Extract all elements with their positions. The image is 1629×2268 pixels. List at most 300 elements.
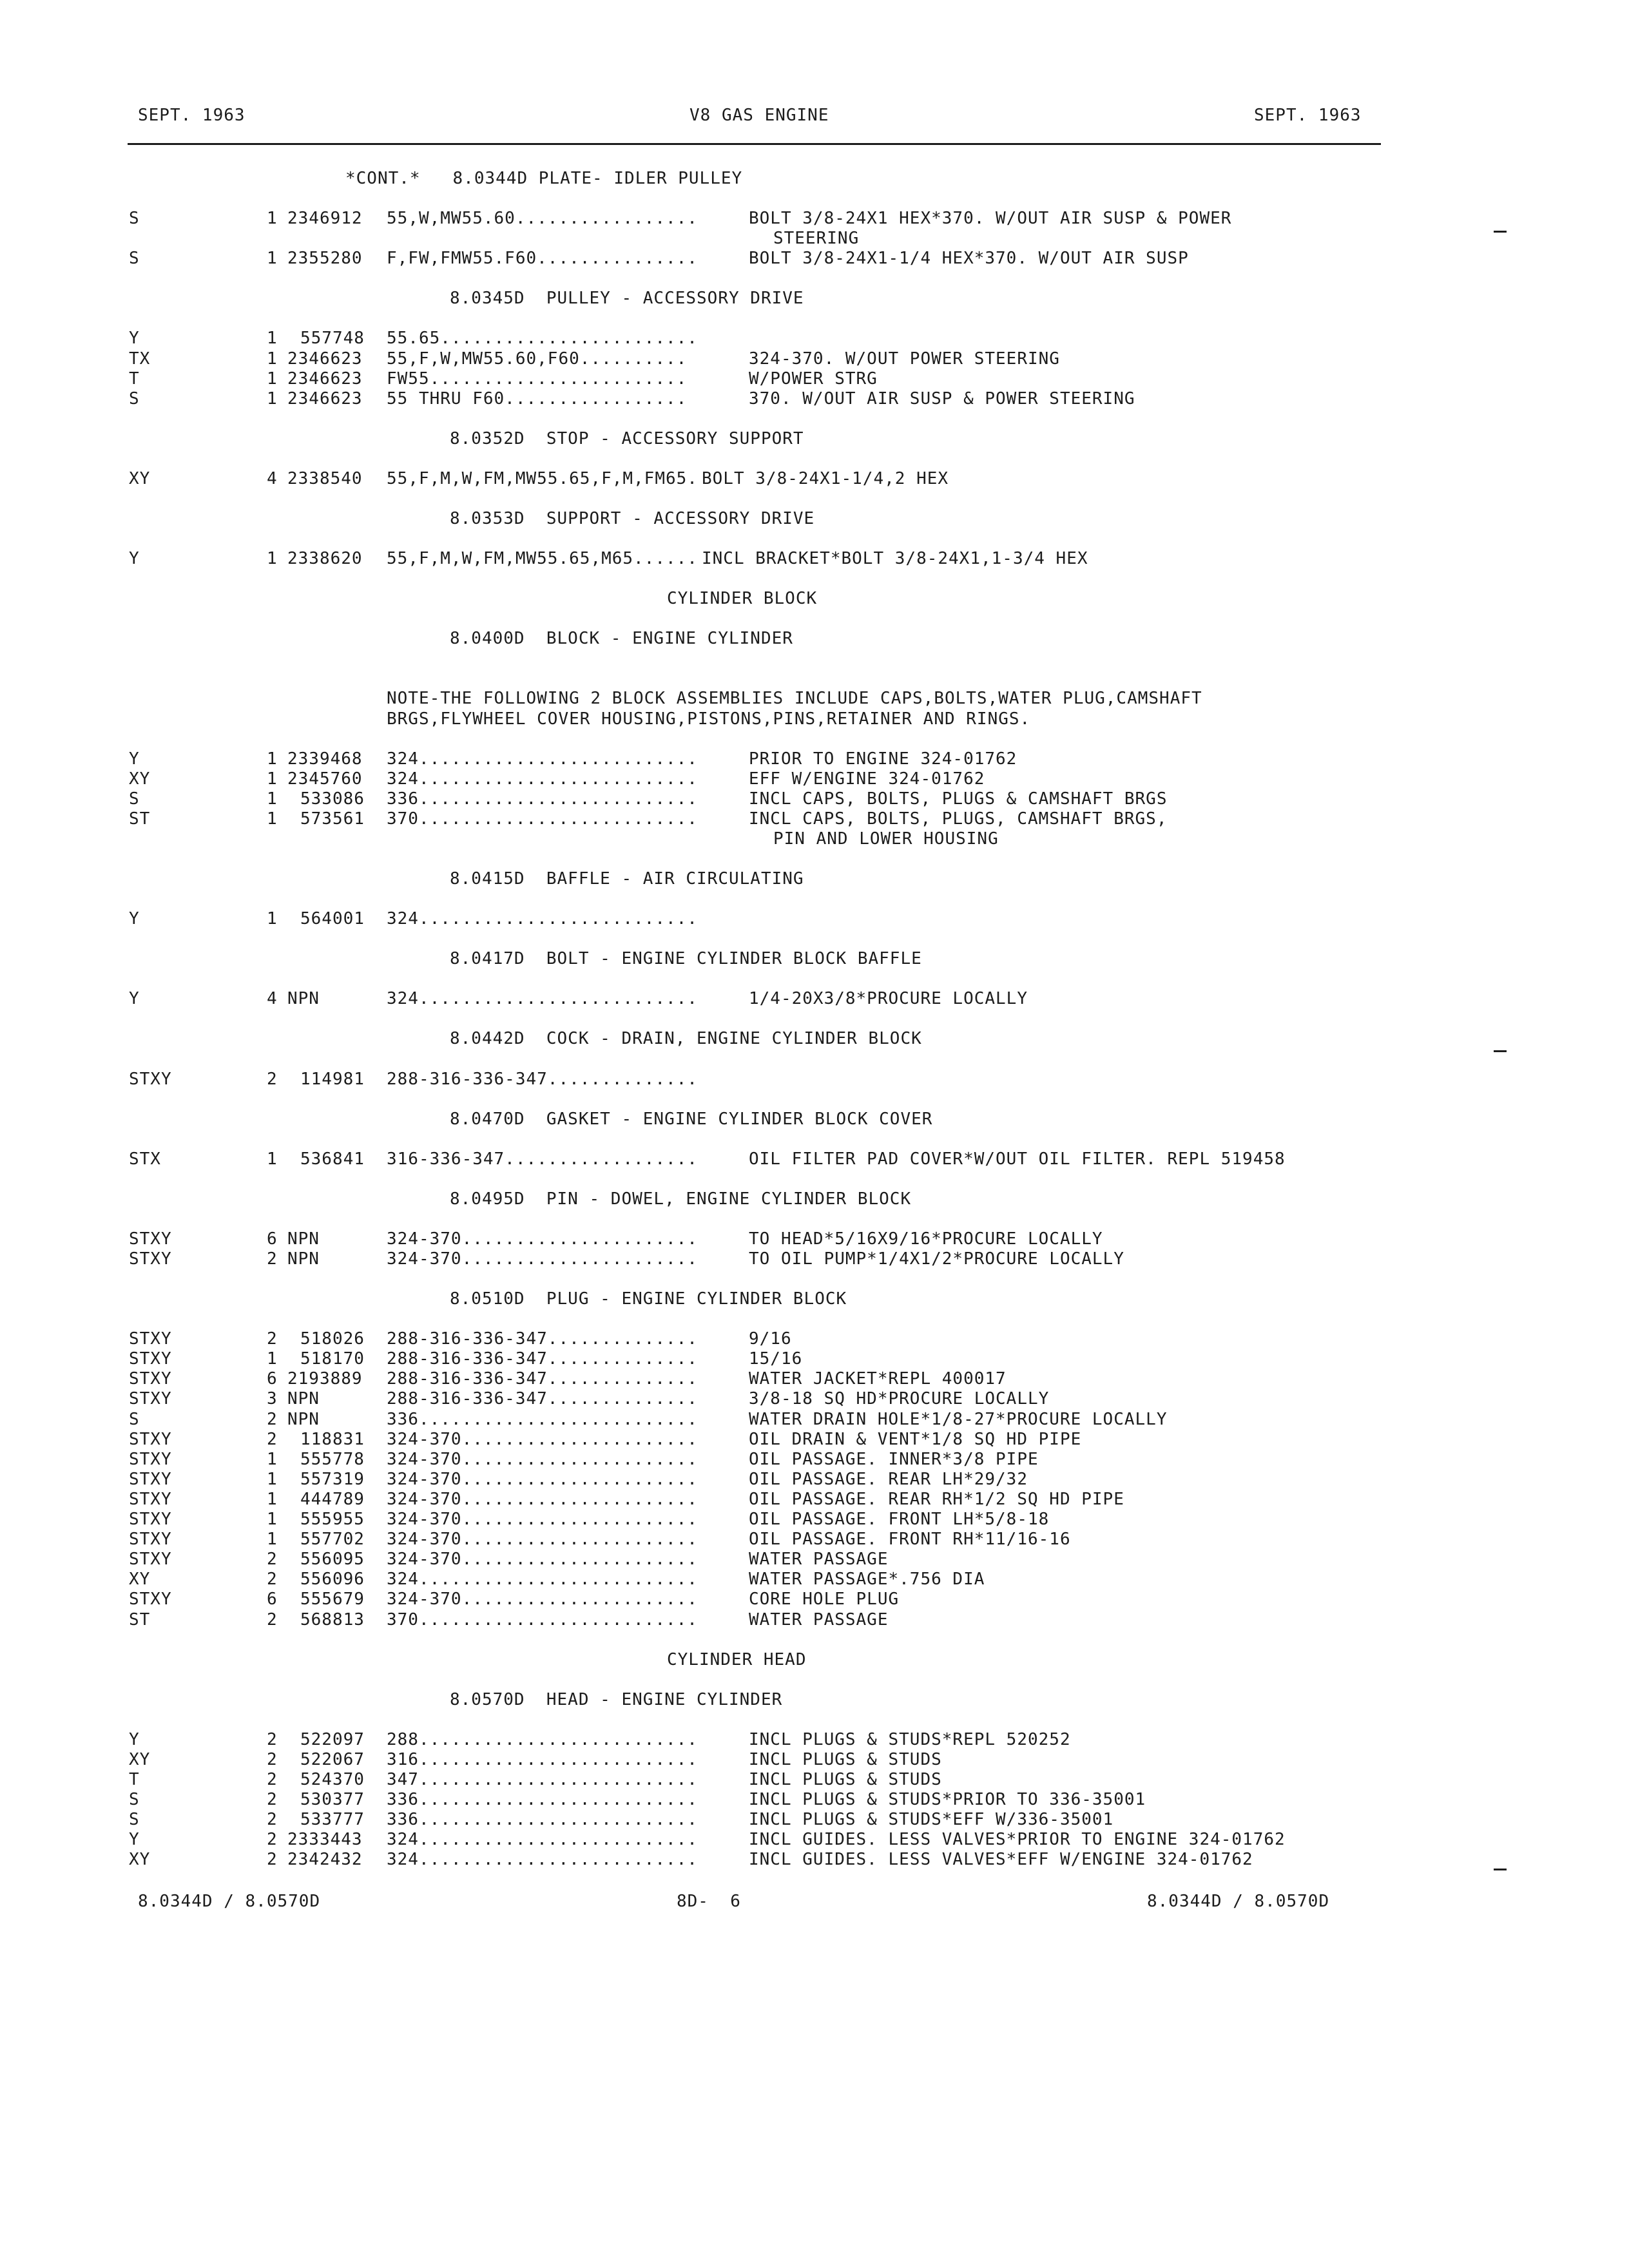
spacer	[0, 1169, 1629, 1189]
spacer	[0, 189, 1629, 209]
part-row	[0, 329, 1629, 349]
model-application: 288-316-336-347..............	[387, 1389, 698, 1409]
section-heading: 8.0353D SUPPORT - ACCESSORY DRIVE	[450, 509, 815, 529]
remarks: CORE HOLE PLUG	[749, 1590, 900, 1610]
quantity: 1	[267, 1510, 278, 1530]
usage-code: S	[129, 1810, 140, 1830]
part-row	[0, 909, 1629, 929]
quantity: 2	[267, 1570, 278, 1590]
part-number: 2346623	[287, 369, 363, 389]
spacer	[0, 729, 1629, 749]
model-application: 336..........................	[387, 789, 698, 809]
spacer	[0, 1050, 1629, 1070]
model-application: 55 THRU F60.................	[387, 389, 688, 408]
part-number: 573561	[300, 809, 365, 829]
quantity: 2	[267, 1850, 278, 1870]
spacer	[0, 1670, 1629, 1690]
part-row	[0, 1570, 1629, 1590]
quantity: 2	[267, 1769, 278, 1789]
remarks: INCL CAPS, BOLTS, PLUGS, CAMSHAFT BRGS,	[749, 809, 1168, 829]
part-number: 533086	[300, 789, 365, 809]
text-line	[0, 509, 1629, 529]
usage-code: ST	[129, 1610, 151, 1629]
part-row	[0, 989, 1629, 1009]
section-heading: 8.0442D COCK - DRAIN, ENGINE CYLINDER BLOCK	[450, 1029, 922, 1049]
model-application: 324..........................	[387, 1850, 698, 1870]
remarks: 15/16	[749, 1349, 803, 1369]
remarks: OIL PASSAGE. REAR LH*29/32	[749, 1469, 1028, 1489]
part-number: 568813	[300, 1610, 365, 1629]
quantity: 3	[267, 1389, 278, 1409]
section-heading: 8.0495D PIN - DOWEL, ENGINE CYLINDER BLOCK	[450, 1189, 912, 1209]
spacer	[0, 569, 1629, 589]
part-number: 2339468	[287, 749, 363, 769]
part-number: 518026	[300, 1329, 365, 1349]
header-date-left: SEPT. 1963	[138, 106, 246, 125]
margin-tick-mark	[1494, 1050, 1507, 1052]
remarks: 3/8-18 SQ HD*PROCURE LOCALLY	[749, 1389, 1050, 1409]
part-row	[0, 1730, 1629, 1750]
part-row	[0, 1770, 1629, 1790]
part-row	[0, 1450, 1629, 1470]
usage-code: Y	[129, 1830, 140, 1850]
quantity: 4	[267, 989, 278, 1009]
part-number: 2338540	[287, 468, 363, 488]
usage-code: ST	[129, 809, 151, 829]
section-heading: 8.0570D HEAD - ENGINE CYLINDER	[450, 1689, 783, 1709]
usage-code: STXY	[129, 1349, 172, 1369]
part-number: 2346623	[287, 349, 363, 369]
quantity: 6	[267, 1229, 278, 1249]
part-row	[0, 1470, 1629, 1490]
text-line	[0, 629, 1629, 649]
quantity: 2	[267, 1329, 278, 1349]
usage-code: STXY	[129, 1249, 172, 1269]
spacer	[0, 1009, 1629, 1029]
text-line	[0, 289, 1629, 309]
remarks: INCL PLUGS & STUDS	[749, 1749, 942, 1769]
part-row	[0, 1490, 1629, 1510]
part-number: NPN	[287, 989, 320, 1009]
usage-code: STXY	[129, 1489, 172, 1509]
model-application: 288-316-336-347..............	[387, 1069, 698, 1089]
usage-code: STXY	[129, 1590, 172, 1610]
remarks: INCL PLUGS & STUDS	[749, 1769, 942, 1789]
usage-code: XY	[129, 769, 151, 789]
quantity: 1	[267, 349, 278, 369]
quantity: 1	[267, 749, 278, 769]
usage-code: STXY	[129, 1510, 172, 1530]
quantity: 1	[267, 1489, 278, 1509]
remarks: OIL PASSAGE. INNER*3/8 PIPE	[749, 1449, 1039, 1469]
part-number: 2345760	[287, 769, 363, 789]
remarks: EFF W/ENGINE 324-01762	[749, 769, 985, 789]
remarks: INCL PLUGS & STUDS*PRIOR TO 336-35001	[749, 1790, 1146, 1810]
usage-code: TX	[129, 349, 151, 369]
text-line	[0, 1289, 1629, 1309]
spacer	[0, 269, 1629, 289]
quantity: 2	[267, 1069, 278, 1089]
usage-code: STXY	[129, 1469, 172, 1489]
footer-page-number: 8D- 6	[677, 1892, 741, 1911]
usage-code: S	[129, 249, 140, 269]
part-number: 2193889	[287, 1369, 363, 1389]
part-row	[0, 1369, 1629, 1389]
spacer	[0, 1269, 1629, 1289]
part-row	[0, 1389, 1629, 1409]
remarks: PRIOR TO ENGINE 324-01762	[749, 749, 1017, 769]
quantity: 1	[267, 809, 278, 829]
part-row	[0, 1790, 1629, 1810]
note-text: NOTE-THE FOLLOWING 2 BLOCK ASSEMBLIES INCLUDE CAPS,BOLTS,WATER PLUG,CAMSHAFT	[387, 689, 1202, 709]
section-heading: 8.0417D BOLT - ENGINE CYLINDER BLOCK BAFFLE	[450, 949, 922, 969]
model-application: 347..........................	[387, 1769, 698, 1789]
quantity: 1	[267, 249, 278, 269]
remarks: 9/16	[749, 1329, 792, 1349]
usage-code: Y	[129, 329, 140, 349]
spacer	[0, 849, 1629, 869]
quantity: 6	[267, 1369, 278, 1389]
part-number: NPN	[287, 1389, 320, 1409]
part-row	[0, 1530, 1629, 1550]
quantity: 2	[267, 1810, 278, 1830]
model-application: 324-370......................	[387, 1530, 698, 1550]
part-number: 518170	[300, 1349, 365, 1369]
part-number: NPN	[287, 1229, 320, 1249]
part-number: 444789	[300, 1489, 365, 1509]
usage-code: XY	[129, 1850, 151, 1870]
remarks: BOLT 3/8-24X1-1/4 HEX*370. W/OUT AIR SUSP	[749, 249, 1189, 269]
spacer	[0, 969, 1629, 989]
part-row	[0, 249, 1629, 269]
header-date-right: SEPT. 1963	[1254, 106, 1362, 125]
quantity: 1	[267, 1449, 278, 1469]
text-line	[0, 949, 1629, 969]
model-application: 316..........................	[387, 1749, 698, 1769]
quantity: 1	[267, 389, 278, 408]
quantity: 2	[267, 1830, 278, 1850]
margin-tick-mark	[1494, 1869, 1507, 1870]
usage-code: STXY	[129, 1389, 172, 1409]
quantity: 6	[267, 1590, 278, 1610]
spacer	[0, 889, 1629, 909]
remarks: WATER PASSAGE	[749, 1610, 889, 1629]
quantity: 1	[267, 769, 278, 789]
remarks: INCL GUIDES. LESS VALVES*PRIOR TO ENGINE 324-01762	[749, 1830, 1286, 1850]
text-line	[0, 169, 1629, 189]
remarks: BOLT 3/8-24X1 HEX*370. W/OUT AIR SUSP & POWER	[749, 209, 1232, 229]
quantity: 2	[267, 1409, 278, 1429]
model-application: 324..........................	[387, 909, 698, 929]
model-application: 336..........................	[387, 1409, 698, 1429]
model-application: 324..........................	[387, 769, 698, 789]
remarks: INCL CAPS, BOLTS, PLUGS & CAMSHAFT BRGS	[749, 789, 1168, 809]
part-number: 2355280	[287, 249, 363, 269]
part-number: 2342432	[287, 1850, 363, 1870]
usage-code: STXY	[129, 1069, 172, 1089]
model-application: 288-316-336-347..............	[387, 1329, 698, 1349]
model-application: F,FW,FMW55.F60...............	[387, 249, 698, 269]
remarks: 370. W/OUT AIR SUSP & POWER STEERING	[749, 389, 1135, 408]
spacer	[0, 1309, 1629, 1329]
part-row	[0, 1149, 1629, 1169]
remarks: OIL PASSAGE. REAR RH*1/2 SQ HD PIPE	[749, 1489, 1124, 1509]
text-line	[0, 229, 1629, 249]
quantity: 1	[267, 1469, 278, 1489]
model-application: 324-370......................	[387, 1229, 698, 1249]
section-heading: 8.0470D GASKET - ENGINE CYLINDER BLOCK COVER	[450, 1109, 933, 1129]
text-line	[0, 1189, 1629, 1209]
margin-tick-mark	[1494, 231, 1507, 233]
remarks: OIL PASSAGE. FRONT RH*11/16-16	[749, 1530, 1071, 1550]
part-row	[0, 1070, 1629, 1090]
part-number: 556096	[300, 1570, 365, 1590]
usage-code: Y	[129, 749, 140, 769]
quantity: 1	[267, 1349, 278, 1369]
part-row	[0, 1550, 1629, 1570]
text-line	[0, 689, 1629, 709]
spacer	[0, 1090, 1629, 1110]
model-application: 55,W,MW55.60.................	[387, 209, 698, 229]
note-text: BRGS,FLYWHEEL COVER HOUSING,PISTONS,PINS,RETAINER AND RINGS.	[387, 709, 1031, 729]
text-line	[0, 429, 1629, 449]
usage-code: T	[129, 369, 140, 389]
part-row	[0, 1590, 1629, 1610]
text-line	[0, 1690, 1629, 1710]
usage-code: STXY	[129, 1429, 172, 1449]
remarks: INCL BRACKET*BOLT 3/8-24X1,1-3/4 HEX	[702, 549, 1088, 569]
quantity: 1	[267, 549, 278, 569]
spacer	[0, 1129, 1629, 1149]
spacer	[0, 649, 1629, 669]
part-row	[0, 749, 1629, 769]
part-row	[0, 389, 1629, 409]
part-row	[0, 1830, 1629, 1850]
quantity: 2	[267, 1550, 278, 1570]
part-number: 533777	[300, 1810, 365, 1830]
usage-code: STXY	[129, 1530, 172, 1550]
part-row	[0, 1810, 1629, 1830]
part-row	[0, 1850, 1629, 1870]
remarks: W/POWER STRG	[749, 369, 878, 389]
model-application: 288..........................	[387, 1729, 698, 1749]
quantity: 1	[267, 789, 278, 809]
spacer	[0, 409, 1629, 429]
remarks: TO OIL PUMP*1/4X1/2*PROCURE LOCALLY	[749, 1249, 1124, 1269]
spacer	[0, 529, 1629, 549]
part-number: 118831	[300, 1429, 365, 1449]
usage-code: STXY	[129, 1369, 172, 1389]
part-number: 556095	[300, 1550, 365, 1570]
remarks: WATER JACKET*REPL 400017	[749, 1369, 1007, 1389]
footer-range-right: 8.0344D / 8.0570D	[1147, 1892, 1330, 1911]
part-number: 555955	[300, 1510, 365, 1530]
part-row	[0, 809, 1629, 829]
usage-code: STXY	[129, 1329, 172, 1349]
part-number: 555778	[300, 1449, 365, 1469]
model-application: 370..........................	[387, 1610, 698, 1629]
spacer	[0, 609, 1629, 629]
part-number: 2346912	[287, 209, 363, 229]
part-row	[0, 789, 1629, 809]
remarks: INCL PLUGS & STUDS*EFF W/336-35001	[749, 1810, 1114, 1830]
model-application: 324-370......................	[387, 1550, 698, 1570]
part-number: 557748	[300, 329, 365, 349]
remarks: OIL DRAIN & VENT*1/8 SQ HD PIPE	[749, 1429, 1082, 1449]
part-number: 557702	[300, 1530, 365, 1550]
part-row	[0, 1430, 1629, 1450]
part-row	[0, 1349, 1629, 1369]
part-row	[0, 349, 1629, 369]
usage-code: Y	[129, 989, 140, 1009]
remarks: 1/4-20X3/8*PROCURE LOCALLY	[749, 989, 1028, 1009]
quantity: 2	[267, 1729, 278, 1749]
text-line	[0, 709, 1629, 729]
section-heading: 8.0345D PULLEY - ACCESSORY DRIVE	[450, 289, 804, 309]
part-row	[0, 1249, 1629, 1269]
part-number: NPN	[287, 1249, 320, 1269]
remarks-continued: STEERING	[773, 229, 860, 249]
spacer	[0, 929, 1629, 949]
part-number: 524370	[300, 1769, 365, 1789]
spacer	[0, 669, 1629, 689]
part-number: 2346623	[287, 389, 363, 408]
model-application: 324-370......................	[387, 1489, 698, 1509]
model-application: 324..........................	[387, 989, 698, 1009]
usage-code: Y	[129, 909, 140, 929]
text-line	[0, 829, 1629, 849]
parts-list	[0, 169, 1629, 1870]
usage-code: S	[129, 1790, 140, 1810]
usage-code: S	[129, 389, 140, 408]
quantity: 2	[267, 1790, 278, 1810]
model-application: 324..........................	[387, 1570, 698, 1590]
remarks: WATER PASSAGE	[749, 1550, 889, 1570]
part-number: 522067	[300, 1749, 365, 1769]
model-application: 324-370......................	[387, 1469, 698, 1489]
usage-code: STX	[129, 1149, 161, 1169]
group-heading: CYLINDER BLOCK	[667, 589, 818, 609]
quantity: 1	[267, 1149, 278, 1169]
model-application: 55,F,M,W,FM,MW55.65,M65......	[387, 549, 698, 569]
model-application: 336..........................	[387, 1790, 698, 1810]
usage-code: S	[129, 209, 140, 229]
part-number: 2338620	[287, 549, 363, 569]
section-heading: 8.0415D BAFFLE - AIR CIRCULATING	[450, 869, 804, 889]
part-row	[0, 1510, 1629, 1530]
remarks: INCL GUIDES. LESS VALVES*EFF W/ENGINE 324-01762	[749, 1850, 1253, 1870]
quantity: 2	[267, 1429, 278, 1449]
part-number: 2333443	[287, 1830, 363, 1850]
usage-code: S	[129, 1409, 140, 1429]
text-line	[0, 1110, 1629, 1129]
model-application: 324..........................	[387, 749, 698, 769]
part-row	[0, 1410, 1629, 1430]
footer-range-left: 8.0344D / 8.0570D	[138, 1892, 321, 1911]
model-application: 336..........................	[387, 1810, 698, 1830]
model-application: 324-370......................	[387, 1510, 698, 1530]
remarks: OIL PASSAGE. FRONT LH*5/8-18	[749, 1510, 1050, 1530]
remarks: TO HEAD*5/16X9/16*PROCURE LOCALLY	[749, 1229, 1103, 1249]
text-line	[0, 869, 1629, 889]
part-row	[0, 369, 1629, 389]
quantity: 4	[267, 468, 278, 488]
part-row	[0, 1750, 1629, 1770]
section-heading: 8.0510D PLUG - ENGINE CYLINDER BLOCK	[450, 1289, 847, 1309]
model-application: FW55........................	[387, 369, 688, 389]
text-line	[0, 1029, 1629, 1049]
model-application: 324-370......................	[387, 1429, 698, 1449]
model-application: 370..........................	[387, 809, 698, 829]
header-rule	[128, 143, 1381, 145]
remarks: INCL PLUGS & STUDS*REPL 520252	[749, 1729, 1071, 1749]
spacer	[0, 489, 1629, 509]
quantity: 2	[267, 1249, 278, 1269]
model-application: 55.65........................	[387, 329, 698, 349]
model-application: 55,F,W,MW55.60,F60..........	[387, 349, 688, 369]
part-number: NPN	[287, 1409, 320, 1429]
usage-code: STXY	[129, 1229, 172, 1249]
quantity: 1	[267, 329, 278, 349]
remarks: 324-370. W/OUT POWER STEERING	[749, 349, 1060, 369]
text-line	[0, 1650, 1629, 1670]
quantity: 2	[267, 1610, 278, 1629]
usage-code: STXY	[129, 1449, 172, 1469]
part-number: 564001	[300, 909, 365, 929]
part-row	[0, 1610, 1629, 1630]
group-heading: CYLINDER HEAD	[667, 1649, 807, 1669]
part-row	[0, 1329, 1629, 1349]
section-heading: 8.0352D STOP - ACCESSORY SUPPORT	[450, 428, 804, 448]
part-row	[0, 1229, 1629, 1249]
remarks: BOLT 3/8-24X1-1/4,2 HEX	[702, 468, 949, 488]
part-number: 530377	[300, 1790, 365, 1810]
model-application: 324..........................	[387, 1830, 698, 1850]
remarks: WATER DRAIN HOLE*1/8-27*PROCURE LOCALLY	[749, 1409, 1168, 1429]
model-application: 324-370......................	[387, 1590, 698, 1610]
model-application: 288-316-336-347..............	[387, 1369, 698, 1389]
section-heading: *CONT.* 8.0344D PLATE- IDLER PULLEY	[345, 169, 743, 188]
part-number: 557319	[300, 1469, 365, 1489]
model-application: 324-370......................	[387, 1449, 698, 1469]
quantity: 1	[267, 369, 278, 389]
part-number: 114981	[300, 1069, 365, 1089]
section-heading: 8.0400D BLOCK - ENGINE CYLINDER	[450, 629, 793, 649]
usage-code: S	[129, 789, 140, 809]
part-number: 555679	[300, 1590, 365, 1610]
spacer	[0, 449, 1629, 469]
usage-code: XY	[129, 468, 151, 488]
usage-code: STXY	[129, 1550, 172, 1570]
spacer	[0, 1710, 1629, 1730]
quantity: 1	[267, 209, 278, 229]
model-application: 55,F,M,W,FM,MW55.65,F,M,FM65.	[387, 468, 698, 488]
part-row	[0, 209, 1629, 229]
part-number: 522097	[300, 1729, 365, 1749]
quantity: 1	[267, 909, 278, 929]
model-application: 324-370......................	[387, 1249, 698, 1269]
part-row	[0, 549, 1629, 569]
model-application: 316-336-347..................	[387, 1149, 698, 1169]
part-row	[0, 469, 1629, 489]
usage-code: Y	[129, 549, 140, 569]
usage-code: T	[129, 1769, 140, 1789]
part-row	[0, 769, 1629, 789]
quantity: 1	[267, 1530, 278, 1550]
spacer	[0, 309, 1629, 329]
part-number: 536841	[300, 1149, 365, 1169]
header-title: V8 GAS ENGINE	[689, 106, 829, 125]
